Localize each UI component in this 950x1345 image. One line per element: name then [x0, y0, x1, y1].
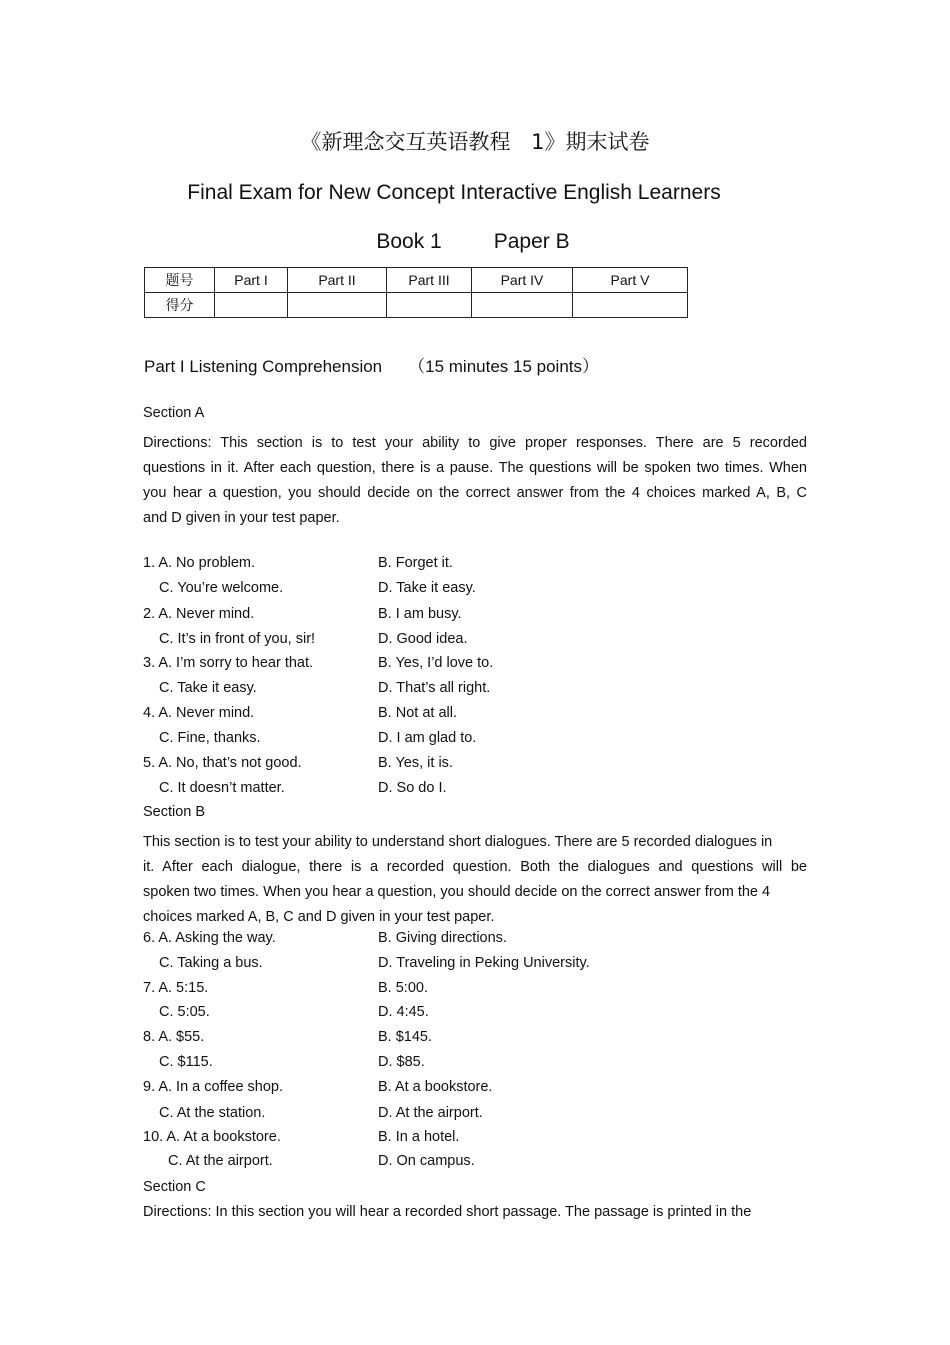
question-7-row-cd: [143, 1004, 793, 1029]
column-part-4: Part IV: [472, 268, 573, 293]
column-part-5: Part V: [573, 268, 688, 293]
question-10-row-cd: [143, 1153, 793, 1178]
question-2-row-ab: [143, 606, 793, 631]
choice-a: 5. A. No, that’s not good.: [143, 755, 302, 771]
score-cell[interactable]: [215, 293, 288, 318]
choice-b: B. I am busy.: [378, 606, 462, 622]
question-10-row-ab: [143, 1129, 793, 1154]
choice-d: D. Traveling in Peking University.: [378, 955, 590, 971]
choice-c: C. Fine, thanks.: [159, 730, 261, 746]
choice-d: D. That’s all right.: [378, 680, 491, 696]
score-table-header-row: [145, 268, 688, 293]
directions-line: choices marked A, B, C and D given in your test paper.: [143, 909, 495, 925]
score-cell[interactable]: [288, 293, 387, 318]
choice-a: 6. A. Asking the way.: [143, 930, 276, 946]
title-book-paper: [0, 230, 946, 254]
title-chinese: 《新理念交互英语教程 1》期末试卷: [300, 130, 650, 154]
question-3-row-ab: [143, 655, 793, 680]
column-part-3: Part III: [387, 268, 472, 293]
question-6-row-ab: [143, 930, 793, 955]
directions-line: and D given in your test paper.: [143, 510, 340, 526]
choice-d: D. $85.: [378, 1054, 425, 1070]
choice-b: B. Giving directions.: [378, 930, 507, 946]
question-2-row-cd: [143, 631, 793, 656]
section-c-directions: Directions: In this section you will hear a recorded short passage. The passage is printed in the: [143, 1204, 752, 1220]
column-part-2: Part II: [288, 268, 387, 293]
choice-c: C. $115.: [159, 1054, 213, 1070]
title-english: Final Exam for New Concept Interactive English Learners: [187, 181, 721, 204]
question-8-row-cd: [143, 1054, 793, 1079]
choice-c: C. At the airport.: [168, 1153, 273, 1169]
directions-line: This section is to test your ability to understand short dialogues. There are 5 recorded dialogues in: [143, 834, 773, 850]
choice-b: B. In a hotel.: [378, 1129, 460, 1145]
book-label: Book 1: [376, 230, 442, 253]
row-label-score: 得分: [145, 293, 215, 318]
choice-b: B. Forget it.: [378, 555, 453, 571]
directions-line: Directions: This section is to test your ability to give proper responses. There are 5 recorded: [143, 435, 807, 451]
choice-a: 9. A. In a coffee shop.: [143, 1079, 284, 1095]
directions-line: spoken two times. When you hear a question, you should decide on the correct answer from the 4: [143, 884, 771, 900]
score-cell[interactable]: [573, 293, 688, 318]
score-cell[interactable]: [472, 293, 573, 318]
choice-d: D. Take it easy.: [378, 580, 476, 596]
choice-c: C. 5:05.: [159, 1004, 210, 1020]
choice-c: C. At the station.: [159, 1105, 266, 1121]
section-b-directions: [143, 830, 807, 930]
question-3-row-cd: [143, 680, 793, 705]
choice-b: B. 5:00.: [378, 980, 428, 996]
score-cell[interactable]: [387, 293, 472, 318]
choice-a: 7. A. 5:15.: [143, 980, 209, 996]
part-1-heading: [144, 352, 599, 377]
question-9-row-cd: [143, 1105, 793, 1130]
choice-b: B. At a bookstore.: [378, 1079, 493, 1095]
score-table-score-row: [145, 293, 688, 318]
question-4-row-ab: [143, 705, 793, 730]
choice-c: C. You’re welcome.: [159, 580, 284, 596]
choice-d: D. So do I.: [378, 780, 447, 796]
question-5-row-cd: [143, 780, 793, 805]
directions-line: questions in it. After each question, there is a pause. The questions will be spoken two times. When: [143, 460, 807, 476]
choice-b: B. Yes, it is.: [378, 755, 453, 771]
choice-c: C. It’s in front of you, sir!: [159, 631, 316, 647]
question-6-row-cd: [143, 955, 793, 980]
question-8-row-ab: [143, 1029, 793, 1054]
section-c-title: Section C: [143, 1179, 206, 1195]
question-1-row-cd: [143, 580, 793, 605]
choice-a: 2. A. Never mind.: [143, 606, 255, 622]
choice-d: D. Good idea.: [378, 631, 468, 647]
choice-b: B. Yes, I’d love to.: [378, 655, 494, 671]
section-b-title: Section B: [143, 804, 206, 820]
choice-b: B. Not at all.: [378, 705, 457, 721]
choice-d: D. On campus.: [378, 1153, 475, 1169]
part-1-meta: （15 minutes 15 points）: [408, 357, 600, 376]
question-1-row-ab: [143, 555, 793, 580]
score-table: [144, 267, 688, 318]
question-5-row-ab: [143, 755, 793, 780]
choice-a: 3. A. I’m sorry to hear that.: [143, 655, 314, 671]
choice-c: C. It doesn’t matter.: [159, 780, 285, 796]
question-9-row-ab: [143, 1079, 793, 1104]
column-part-1: Part I: [215, 268, 288, 293]
question-4-row-cd: [143, 730, 793, 755]
choice-c: C. Taking a bus.: [159, 955, 263, 971]
choice-a: 10. A. At a bookstore.: [143, 1129, 281, 1145]
section-a-directions: [143, 431, 807, 531]
directions-line: you hear a question, you should decide on the correct answer from the 4 choices marked A, B, C: [143, 485, 807, 501]
question-7-row-ab: [143, 980, 793, 1005]
part-1-title: Part I Listening Comprehension: [144, 357, 383, 376]
row-label-question-number: 题号: [145, 268, 215, 293]
choice-d: D. At the airport.: [378, 1105, 483, 1121]
choice-a: 8. A. $55.: [143, 1029, 205, 1045]
paper-label: Paper B: [493, 230, 570, 253]
choice-c: C. Take it easy.: [159, 680, 257, 696]
directions-line: it. After each dialogue, there is a recorded question. Both the dialogues and questions will be: [143, 859, 807, 875]
choice-a: 4. A. Never mind.: [143, 705, 255, 721]
choice-d: D. 4:45.: [378, 1004, 429, 1020]
section-a-title: Section A: [143, 405, 205, 421]
choice-a: 1. A. No problem.: [143, 555, 256, 571]
choice-d: D. I am glad to.: [378, 730, 477, 746]
choice-b: B. $145.: [378, 1029, 433, 1045]
